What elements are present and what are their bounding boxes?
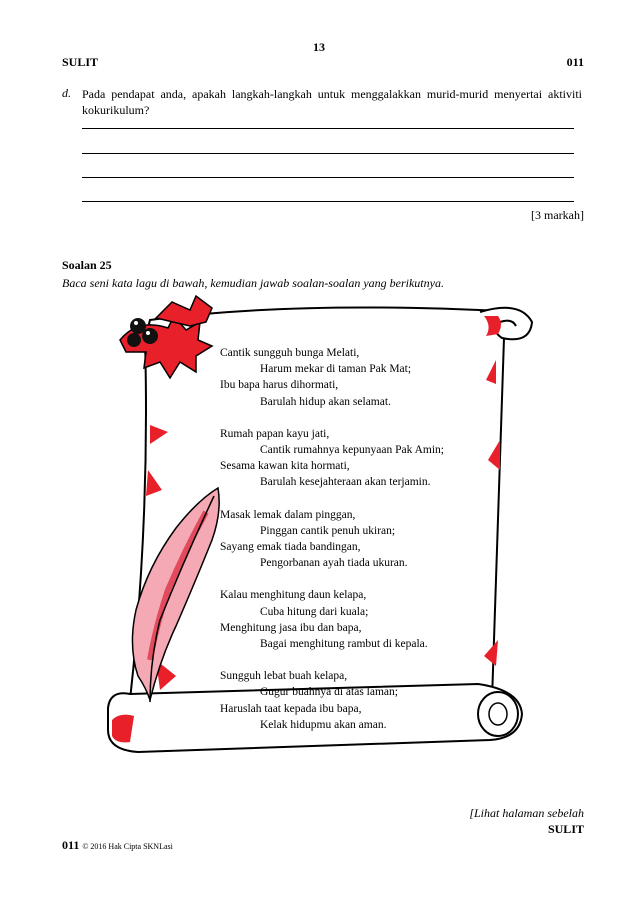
page-number: 13 [313,40,325,54]
marks-label: [3 markah] [531,208,584,222]
berry-highlight [146,331,150,335]
poem-line: Rumah papan kayu jati, [220,427,330,440]
answer-line[interactable] [82,177,574,178]
poem-stanza [220,426,444,491]
answer-line[interactable] [82,201,574,202]
copyright-text: © 2016 Hak Cipta SKNLasi [82,842,173,851]
poem-line: Bagai menghitung rambut di kepala. [260,638,428,651]
poem-line: Cantik rumahnya kepunyaan Pak Amin; [260,444,444,457]
classification-footer: SULIT [547,822,584,836]
poem-line: Kalau menghitung daun kelapa, [220,589,367,602]
poem-line: Harum mekar di taman Pak Mat; [260,363,412,376]
poem-stanza [220,345,444,410]
poem-line: Gugur buahnya di atas laman; [260,686,398,699]
poem-line: Pengorbanan ayah tiada ukuran. [260,557,408,570]
poem [220,345,444,749]
footer [62,838,173,853]
poem-line: Cuba hitung dari kuala; [260,605,369,618]
poem-line: Pinggan cantik penuh ukiran; [260,524,396,537]
berry-highlight [134,321,138,325]
poem-stanza [220,587,444,652]
see-next-page: [Lihat halaman sebelah [469,806,584,820]
footer-code: 011 [62,838,80,852]
paper-code-header: 011 [566,55,584,69]
holly-berry-icon [142,328,158,344]
poem-stanza [220,507,444,572]
poem-line: Masak lemak dalam pinggan, [220,508,356,521]
poem-line: Barulah kesejahteraan akan terjamin. [260,476,431,489]
poem-line: Cantik sungguh bunga Melati, [220,347,360,359]
answer-line[interactable] [82,153,574,154]
poem-line: Sesama kawan kita hormati, [220,460,350,473]
poem-stanza [220,668,444,733]
poem-line: Sungguh lebat buah kelapa, [220,670,348,683]
instruction-text: Baca seni kata lagu di bawah, kemudian jawab soalan-soalan yang berikutnya. [62,276,444,290]
question-letter: d. [62,86,71,100]
scroll-roll-end [478,692,518,736]
holly-berry-icon [127,333,141,347]
poem-line: Ibu bapa harus dihormati, [220,379,339,392]
answer-line[interactable] [82,128,574,129]
question-text: Pada pendapat anda, apakah langkah-langkah untuk menggalakkan murid-murid menyertai aktiviti kokurikulum? [82,87,582,117]
classification-header: SULIT [62,55,99,69]
poem-line: Sayang emak tiada bandingan, [220,541,361,554]
poem-line: Barulah hidup akan selamat. [260,395,391,408]
poem-line: Haruslah taat kepada ibu bapa, [220,702,362,715]
poem-line: Kelak hidupmu akan aman. [260,718,387,731]
section-title: Soalan 25 [62,258,112,272]
poem-line: Menghitung jasa ibu dan bapa, [220,621,362,634]
